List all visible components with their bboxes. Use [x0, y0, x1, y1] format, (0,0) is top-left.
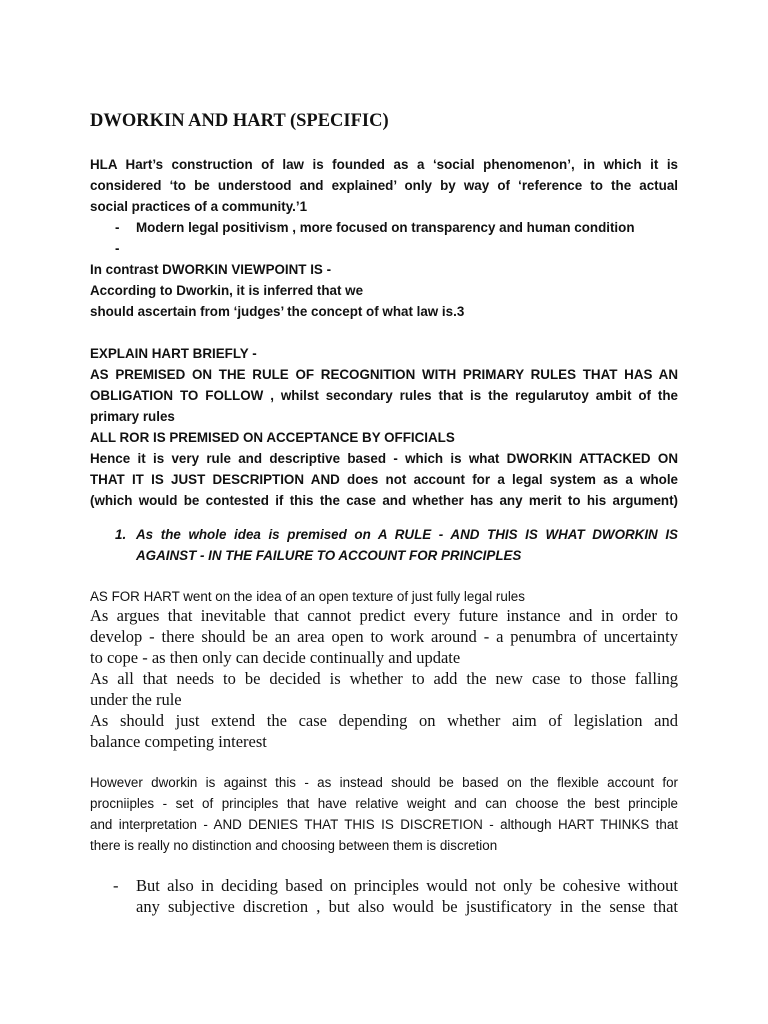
- however-line: procniiples - set of principles that have relative weight and can choose the best principle: [90, 796, 678, 811]
- dash-item-text: Modern legal positivism , more focused on transparency and human condition: [136, 220, 635, 235]
- serif-line: As all that needs to be decided is whether to add the new case to those falling: [90, 669, 678, 688]
- explain-paragraph: [90, 364, 678, 511]
- explain-line: primary rules: [90, 409, 175, 424]
- hart-open-texture-line: AS FOR HART went on the idea of an open texture of just fully legal rules: [90, 589, 525, 604]
- contrast-line: In contrast DWORKIN VIEWPOINT IS -: [90, 262, 332, 277]
- explain-line: ALL ROR IS PREMISED ON ACCEPTANCE BY OFFICIALS: [90, 430, 455, 445]
- last-dash-marker: -: [113, 876, 119, 895]
- serif-line: As argues that inevitable that cannot predict every future instance and in order to: [90, 606, 678, 625]
- however-line: and interpretation - AND DENIES THAT THIS IS DISCRETION - although HART THINKS that: [90, 817, 678, 832]
- last-dash-item: [136, 875, 678, 917]
- intro-line: social practices of a community.’1: [90, 199, 308, 214]
- dash-marker: -: [115, 220, 120, 235]
- serif-line: under the rule: [90, 690, 182, 709]
- explain-line: Hence it is very rule and descriptive based - which is what DWORKIN ATTACKED ON: [90, 451, 678, 466]
- empty-dash-marker: -: [115, 241, 120, 256]
- serif-line: As should just extend the case depending on whether aim of legislation and: [90, 711, 678, 730]
- numbered-line: AGAINST - IN THE FAILURE TO ACCOUNT FOR PRINCIPLES: [136, 548, 522, 563]
- serif-line: develop - there should be an area open to work around - a penumbra of uncertainty: [90, 627, 678, 646]
- explain-heading: EXPLAIN HART BRIEFLY -: [90, 346, 257, 361]
- last-item-line: any subjective discretion , but also would be jsustificatory in the sense that: [136, 897, 678, 916]
- page-title: DWORKIN AND HART (SPECIFIC): [90, 111, 389, 131]
- however-line: However dworkin is against this - as instead should be based on the flexible account for: [90, 775, 678, 790]
- serif-line: to cope - as then only can decide continually and update: [90, 648, 461, 667]
- however-line: there is really no distinction and choosing between them is discretion: [90, 838, 498, 853]
- serif-line: balance competing interest: [90, 732, 267, 751]
- intro-line: considered ‘to be understood and explained’ only by way of ‘reference to the actual: [90, 178, 678, 193]
- intro-paragraph: [90, 154, 678, 217]
- explain-line: (which would be contested if this the case and whether has any merit to his argument): [90, 493, 678, 508]
- contrast-paragraph: [90, 259, 678, 322]
- numbered-line: As the whole idea is premised on A RULE - AND THIS IS WHAT DWORKIN IS: [136, 527, 678, 542]
- explain-line: AS PREMISED ON THE RULE OF RECOGNITION WITH PRIMARY RULES THAT HAS AN: [90, 367, 678, 382]
- serif-paragraph: [90, 605, 678, 752]
- numbered-item: [136, 524, 678, 566]
- however-paragraph: [90, 772, 678, 856]
- contrast-line: should ascertain from ‘judges’ the concept of what law is.3: [90, 304, 465, 319]
- explain-line: THAT IT IS JUST DESCRIPTION AND does not account for a legal system as a whole: [90, 472, 678, 487]
- last-item-line: But also in deciding based on principles would not only be cohesive without: [136, 876, 678, 895]
- numbered-marker: 1.: [115, 527, 127, 542]
- intro-line: HLA Hart’s construction of law is founded as a ‘social phenomenon’, in which it is: [90, 157, 678, 172]
- contrast-line: According to Dworkin, it is inferred that we: [90, 283, 364, 298]
- explain-line: OBLIGATION TO FOLLOW , whilst secondary rules that is the regularutoy ambit of the: [90, 388, 678, 403]
